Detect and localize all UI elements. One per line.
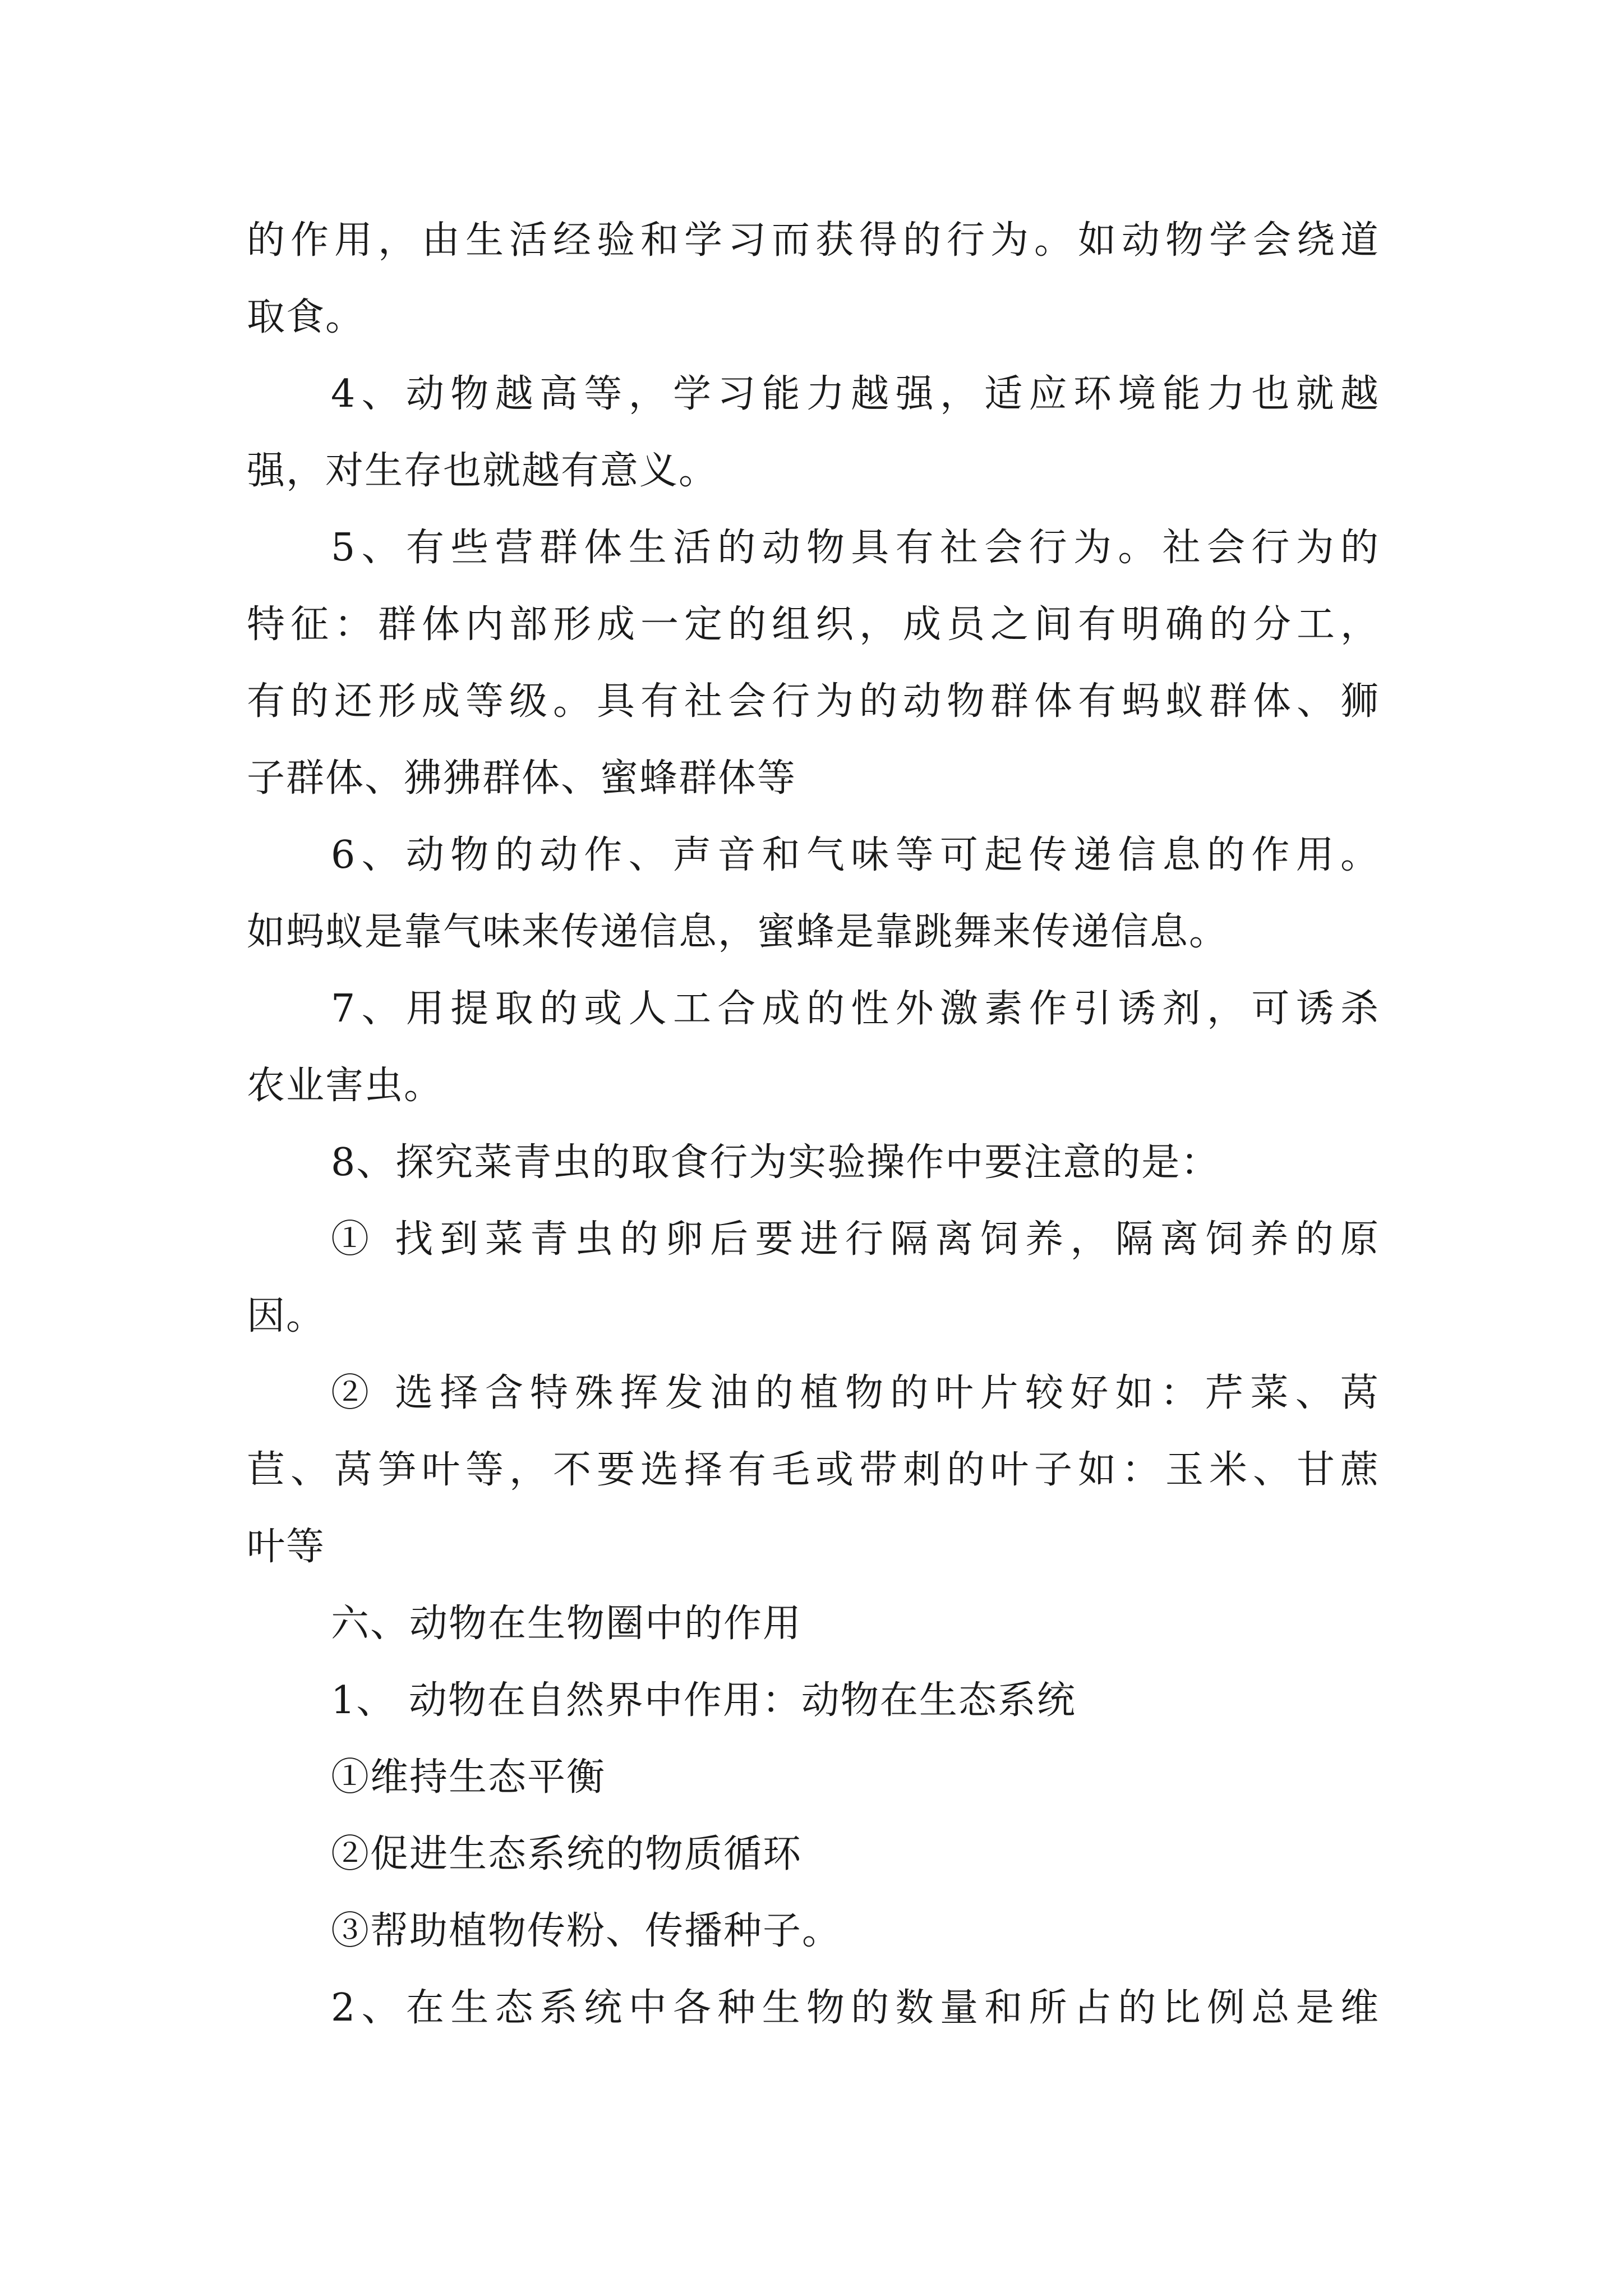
text-line: 取食。 <box>247 295 365 339</box>
text-line: 4、动物越高等，学习能力越强，适应环境能力也就越 <box>331 372 1380 416</box>
text-line: 叶等 <box>247 1525 326 1569</box>
text-line: 的作用，由生活经验和学习而获得的行为。如动物学会绕道 <box>247 218 1380 263</box>
list-item: ③帮助植物传粉、传播种子。 <box>331 1909 842 1953</box>
list-item: ①维持生态平衡 <box>331 1755 606 1800</box>
text-line: 7、用提取的或人工合成的性外激素作引诱剂，可诱杀 <box>331 987 1380 1031</box>
text-line: ① 找到菜青虫的卵后要进行隔离饲养，隔离饲养的原 <box>331 1217 1380 1262</box>
text-line: 1、 动物在自然界中作用：动物在生态系统 <box>331 1678 1076 1723</box>
text-line: 强，对生存也就越有意义。 <box>247 449 718 493</box>
text-line: 6、动物的动作、声音和气味等可起传递信息的作用。 <box>331 833 1380 877</box>
text-line: 特征：群体内部形成一定的组织，成员之间有明确的分工， <box>247 602 1380 647</box>
text-line: 有的还形成等级。具有社会行为的动物群体有蚂蚁群体、狮 <box>247 679 1380 724</box>
list-item: ②促进生态系统的物质循环 <box>331 1832 803 1876</box>
text-line: 苣、莴笋叶等，不要选择有毛或带刺的叶子如：玉米、甘蔗 <box>247 1448 1380 1492</box>
text-line: 2、在生态系统中各种生物的数量和所占的比例总是维 <box>331 1986 1380 2030</box>
text-line: 子群体、狒狒群体、蜜蜂群体等 <box>247 756 797 800</box>
document-page <box>247 202 1380 2046</box>
text-line: ② 选择含特殊挥发油的植物的叶片较好如：芹菜、莴 <box>331 1371 1380 1415</box>
text-line: 农业害虫。 <box>247 1064 444 1108</box>
text-line: 如蚂蚁是靠气味来传递信息，蜜蜂是靠跳舞来传递信息。 <box>247 910 1229 954</box>
section-heading: 六、动物在生物圈中的作用 <box>331 1602 803 1646</box>
text-line: 因。 <box>247 1294 326 1338</box>
text-line: 8、探究菜青虫的取食行为实验操作中要注意的是： <box>331 1140 1220 1185</box>
text-line: 5、有些营群体生活的动物具有社会行为。社会行为的 <box>331 526 1380 570</box>
